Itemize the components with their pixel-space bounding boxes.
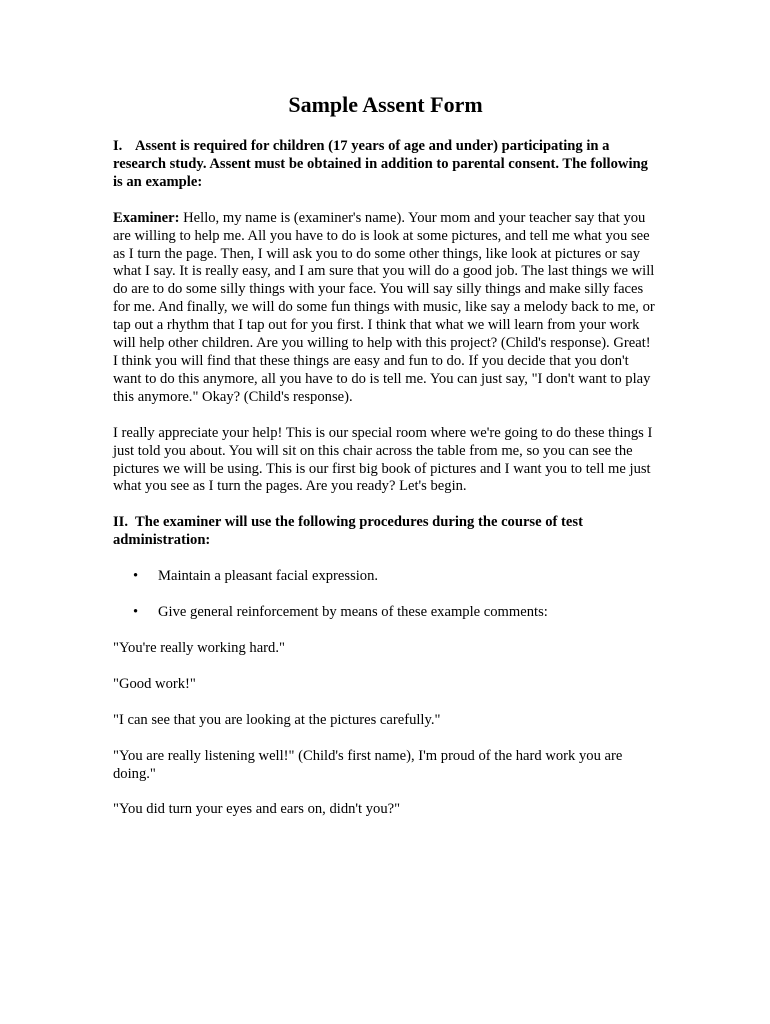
list-item bbox=[113, 604, 658, 622]
bullet-icon: • bbox=[133, 604, 139, 621]
example-comment: "I can see that you are looking at the pictures carefully." bbox=[113, 711, 441, 728]
document-page bbox=[113, 92, 658, 837]
bullet-icon: • bbox=[133, 568, 139, 585]
procedure-list bbox=[113, 568, 658, 622]
list-item-text: Give general reinforcement by means of these example comments: bbox=[158, 604, 548, 621]
list-item bbox=[113, 568, 658, 586]
section-2-number: II. bbox=[113, 514, 129, 531]
appreciation-paragraph: I really appreciate your help! This is our special room where we're going to do these things I just told you about. You will sit on this chair across the table from me, so you can see the pictures we will be using. This is our first big book of pictures and I want you to tell me just what you see as I turn the pages. Are you ready? Let's begin. bbox=[113, 424, 653, 495]
list-item-text: Maintain a pleasant facial expression. bbox=[158, 568, 379, 585]
section-1-heading bbox=[113, 138, 658, 192]
example-comment: "You're really working hard." bbox=[113, 639, 285, 656]
example-comment: "You did turn your eyes and ears on, didn't you?" bbox=[113, 801, 401, 818]
section-1-text: Assent is required for children (17 years of age and under) participating in a research study. Assent must be obtained in addition to parental consent. The following is an example: bbox=[113, 138, 648, 190]
example-comment: "Good work!" bbox=[113, 675, 196, 692]
section-2-text: The examiner will use the following procedures during the course of test administration: bbox=[113, 514, 583, 549]
examiner-label: Examiner: bbox=[113, 209, 180, 226]
section-2-heading bbox=[113, 514, 658, 550]
examiner-text: Hello, my name is (examiner's name). Your mom and your teacher say that you are willing to help me. All you have to do is look at some pictures, and tell me what you see as I turn the page. Then, I will ask you to do some other things, like look at pictures or say what I say. It is really easy, and I am sure that you will do a good job. The last things we will do are to do some silly things with your face. You will say silly things and make silly faces for me. And finally, we will do some fun things with music, like say a melody back to me, or tap out a rhythm that I tap out for you first. I think that what we will learn from your work will help other children. Are you willing to help with this project? (Child's response). Great! I think you will find that these things are easy and fun to do. If you decide that you don't want to do this anymore, all you have to do is tell me. You can just say, "I don't want to play this anymore." Okay? (Child's response). bbox=[113, 209, 655, 405]
example-comment: "You are really listening well!" (Child's first name), I'm proud of the hard work you are doing." bbox=[113, 747, 623, 782]
examiner-paragraph bbox=[113, 210, 658, 407]
section-1-number: I. bbox=[113, 138, 123, 154]
document-title: Sample Assent Form bbox=[288, 92, 483, 117]
